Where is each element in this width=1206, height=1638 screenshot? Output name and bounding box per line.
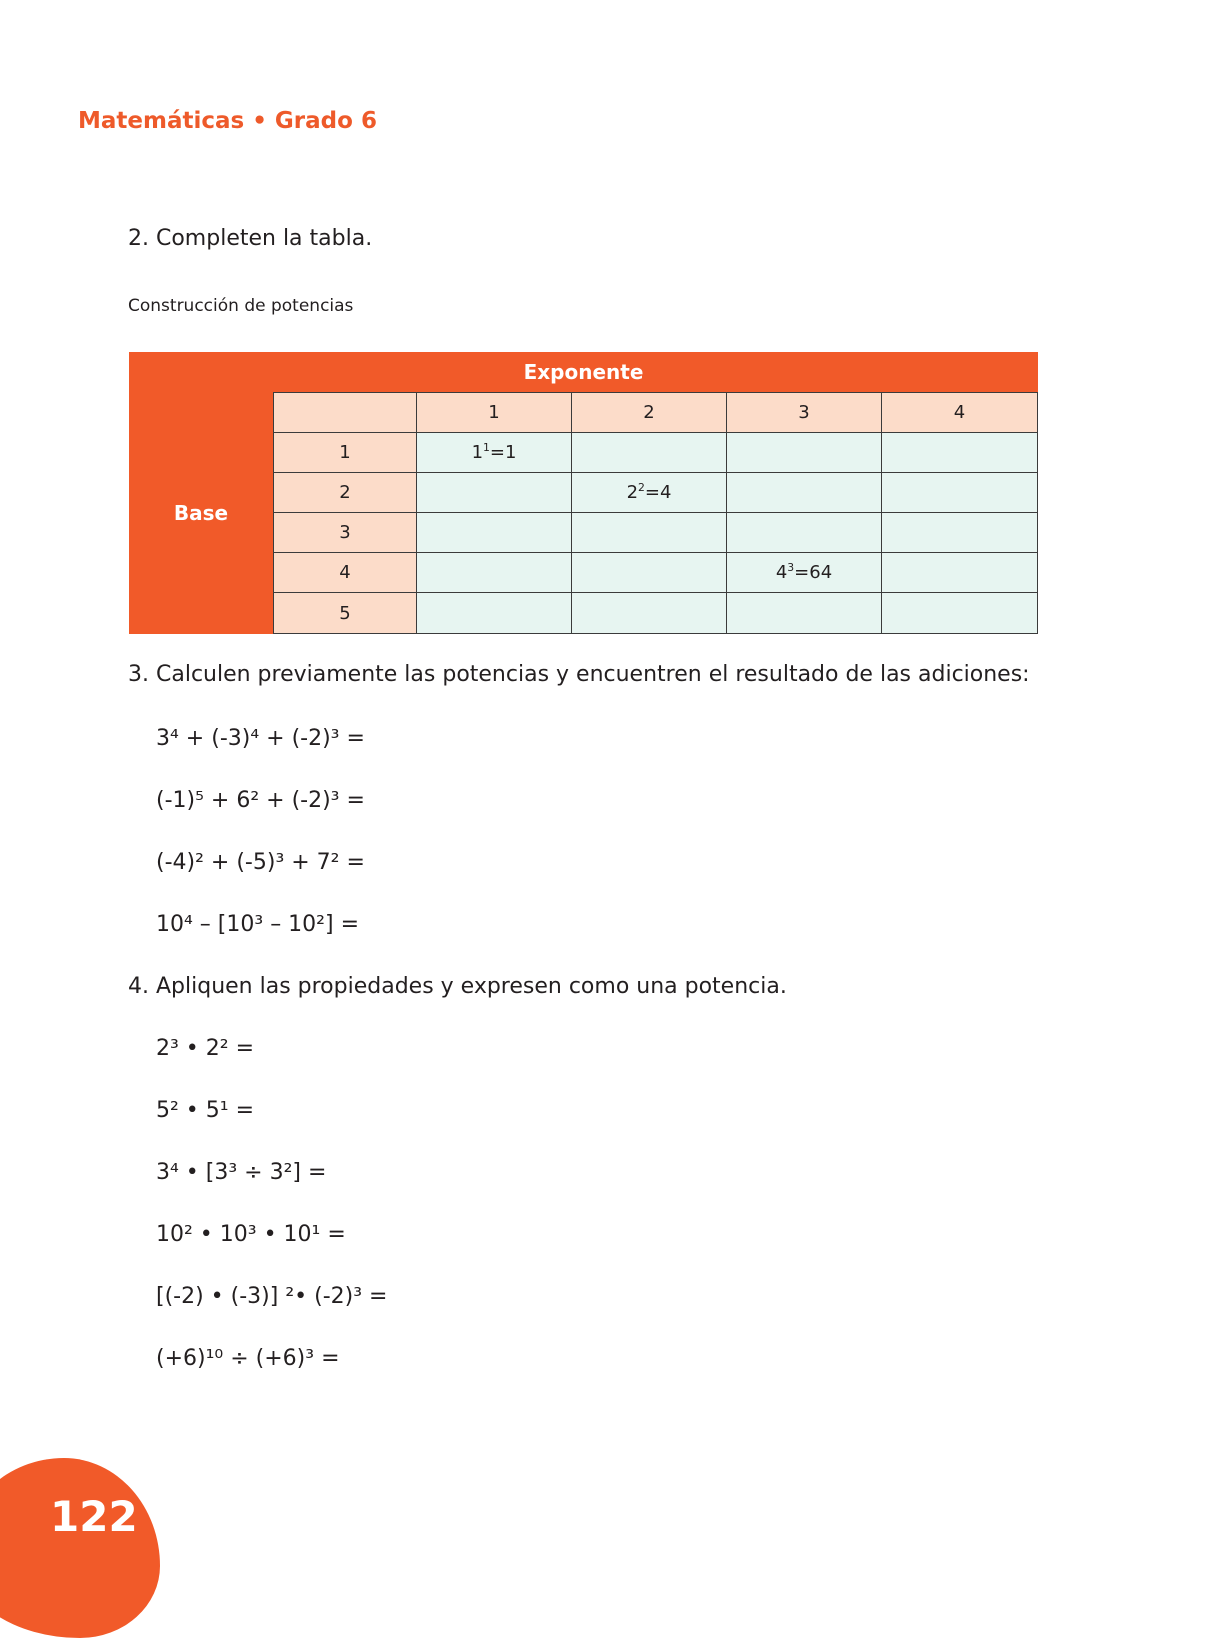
base-row-4: 4 [273, 552, 417, 593]
exercise-3-item-2: (-1)⁵ + 6² + (-2)³ = [156, 788, 365, 813]
cell-4-3 [726, 552, 882, 593]
base-row-2: 2 [273, 472, 417, 513]
base-row-3: 3 [273, 512, 417, 553]
exercise-4-item-5: [(-2) • (-3)] ²• (-2)³ = [156, 1284, 388, 1309]
powers-table [129, 352, 1167, 634]
cell-2-2-value: $2^2=4$ [626, 481, 672, 503]
exponent-col-4: 4 [881, 392, 1038, 433]
page-header: Matemáticas • Grado 6 [78, 108, 377, 134]
cell-4-2 [571, 552, 727, 593]
cell-5-2 [571, 592, 727, 634]
cell-5-1 [416, 592, 572, 634]
cell-4-1 [416, 552, 572, 593]
exponent-col-2: 2 [571, 392, 727, 433]
cell-2-1 [416, 472, 572, 513]
cell-5-4 [881, 592, 1038, 634]
cell-1-4 [881, 432, 1038, 473]
exercise-3-item-1: 3⁴ + (-3)⁴ + (-2)³ = [156, 726, 365, 751]
cell-1-3 [726, 432, 882, 473]
exercise-4-item-2: 5² • 5¹ = [156, 1098, 255, 1123]
cell-1-2 [571, 432, 727, 473]
cell-2-4 [881, 472, 1038, 513]
exercise-3-item-4: 10⁴ – [10³ – 10²] = [156, 912, 360, 937]
cell-2-3 [726, 472, 882, 513]
exercise-4-item-6: (+6)¹⁰ ÷ (+6)³ = [156, 1346, 340, 1371]
cell-4-3-value: $4^3=64$ [775, 561, 833, 583]
exercise-2-title: 2. Completen la tabla. [128, 226, 373, 251]
cell-4-4 [881, 552, 1038, 593]
base-row-1: 1 [273, 432, 417, 473]
exponent-header: Exponente [129, 352, 1038, 392]
exponent-col-1: 1 [416, 392, 572, 433]
base-header: Base [129, 392, 273, 634]
cell-1-1 [416, 432, 572, 473]
cell-3-1 [416, 512, 572, 553]
exercise-3-item-3: (-4)² + (-5)³ + 7² = [156, 850, 365, 875]
table-caption: Construcción de potencias [128, 296, 354, 316]
cell-3-2 [571, 512, 727, 553]
table-corner-cell [273, 392, 417, 433]
cell-3-4 [881, 512, 1038, 553]
base-row-5: 5 [273, 592, 417, 634]
exercise-4-item-1: 2³ • 2² = [156, 1036, 255, 1061]
cell-1-1-value: $1^1=1$ [471, 441, 517, 463]
exercise-3-title: 3. Calculen previamente las potencias y encuentren el resultado de las adiciones: [128, 662, 1030, 687]
exponent-col-3: 3 [726, 392, 882, 433]
exercise-4-title: 4. Apliquen las propiedades y expresen como una potencia. [128, 974, 787, 999]
page-number-badge [0, 1458, 160, 1638]
page-number: 122 [50, 1492, 138, 1541]
cell-3-3 [726, 512, 882, 553]
exercise-4-item-3: 3⁴ • [3³ ÷ 3²] = [156, 1160, 327, 1185]
cell-2-2 [571, 472, 727, 513]
exercise-4-item-4: 10² • 10³ • 10¹ = [156, 1222, 346, 1247]
cell-5-3 [726, 592, 882, 634]
